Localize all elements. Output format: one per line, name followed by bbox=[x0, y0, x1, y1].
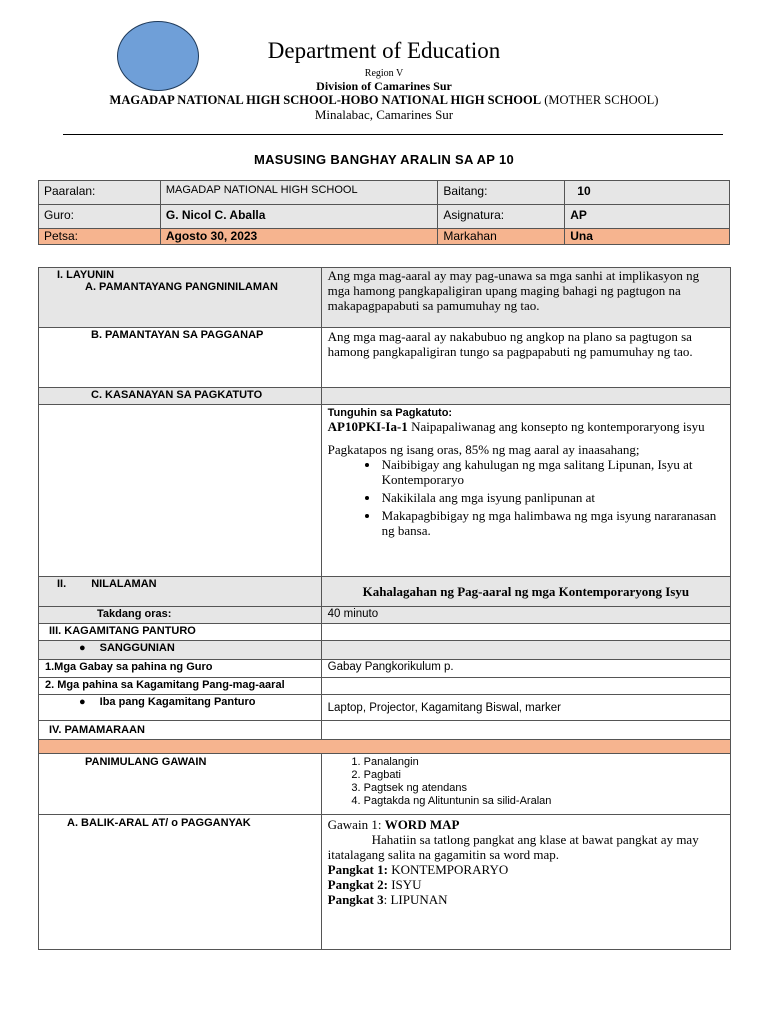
panimula-label: PANIMULANG GAWAIN bbox=[39, 754, 322, 815]
panimula-list bbox=[328, 756, 724, 808]
iba-value: Laptop, Projector, Kagamitang Biswal, marker bbox=[321, 695, 730, 721]
bullet-icon: ● bbox=[79, 642, 86, 654]
kasanayan-cell bbox=[39, 388, 322, 405]
kasanayan-left-empty bbox=[39, 405, 322, 577]
nilalaman-label: NILALAMAN bbox=[91, 578, 157, 590]
kasanayan-content bbox=[321, 405, 730, 577]
panimula-item: 3. Pagtsek ng atendans bbox=[364, 782, 724, 795]
panimula-content bbox=[321, 754, 730, 815]
kasanayan-empty bbox=[321, 388, 730, 405]
guro-value: G. Nicol C. Aballa bbox=[160, 205, 438, 229]
competency-text: Naipapaliwanag ang konsepto ng kontemporaryong isyu bbox=[407, 419, 705, 434]
pangkat-1-value: KONTEMPORARYO bbox=[387, 862, 509, 877]
lesson-plan-table bbox=[38, 267, 731, 950]
pangkat-1-label: Pangkat 1: bbox=[327, 862, 388, 877]
competency-line bbox=[328, 419, 724, 434]
petsa-label: Petsa: bbox=[39, 229, 161, 245]
asignatura-value: AP bbox=[565, 205, 730, 229]
division-label: Division of Camarines Sur bbox=[316, 79, 452, 93]
pamantayang-text: Ang mga mag-aaral ay may pag-unawa sa mga sanhi at implikasyon ng mga hamong pangkapaligiran upang maging bahagi ng pagtugon na makapagpapabuti sa pamumuhay ng tao. bbox=[321, 268, 730, 328]
baitang-value: 10 bbox=[565, 181, 730, 205]
school-name-suffix: (MOTHER SCHOOL) bbox=[541, 93, 659, 107]
sanggunian-label: SANGGUNIAN bbox=[99, 642, 175, 654]
objectives-list bbox=[328, 457, 724, 538]
sanggunian-empty bbox=[321, 641, 730, 660]
objective-item: • Naibibigay ang kahulugan ng mga salitang Lipunan, Isyu at Kontemporaryo bbox=[380, 457, 724, 487]
competency-code: AP10PKI-Ia-1 bbox=[327, 419, 408, 434]
department-title: Department of Education bbox=[267, 38, 501, 63]
gawain-title: WORD MAP bbox=[384, 817, 460, 832]
iba-cell bbox=[39, 695, 322, 721]
nilalaman-topic: Kahalagahan ng Pag-aaral ng mga Kontemporaryong Isyu bbox=[321, 577, 730, 607]
pangkat-3-value: : LIPUNAN bbox=[383, 892, 448, 907]
gawain-line bbox=[328, 817, 724, 832]
gabay-label: 1.Mga Gabay sa pahina ng Guro bbox=[39, 660, 322, 678]
pagkatapos-text: Pagkatapos ng isang oras, 85% ng mag aaral ay inaasahang; bbox=[327, 442, 640, 457]
asignatura-label: Asignatura: bbox=[438, 205, 565, 229]
balik-aral-label: A. BALIK-ARAL AT/ o PAGGANYAK bbox=[39, 815, 322, 950]
iba-label: Iba pang Kagamitang Panturo bbox=[99, 696, 256, 708]
pamamaraan-empty bbox=[321, 721, 730, 740]
layunin-heading: I. LAYUNIN bbox=[57, 269, 115, 281]
kagamitan-empty bbox=[321, 624, 730, 641]
pangkat-3-label: Pangkat 3 bbox=[327, 892, 384, 907]
kasanayan-label: C. KASANAYAN SA PAGKATUTO bbox=[91, 389, 263, 401]
panimula-item: 1. Panalangin bbox=[364, 756, 724, 769]
balik-aral-content bbox=[321, 815, 730, 950]
document-title: MASUSING BANGHAY ARALIN SA AP 10 bbox=[253, 152, 514, 167]
gawain-instructions: Hahatiin sa tatlong pangkat ang klase at bawat pangkat ay may itatalagang salita na gagamitin sa word map. bbox=[327, 832, 699, 862]
pagganap-text: Ang mga mag-aaral ay nakabubuo ng angkop na plano sa pagtugon sa hamong pangkapaligiran tungo sa pagpapabuti ng pamumuhay ng tao. bbox=[321, 328, 730, 388]
orange-divider-row bbox=[39, 740, 731, 754]
markahan-label: Markahan bbox=[438, 229, 565, 245]
gawain-number: Gawain 1: bbox=[327, 817, 382, 832]
header-divider bbox=[63, 134, 723, 135]
pamamaraan-label: IV. PAMAMARAAN bbox=[39, 721, 322, 740]
sanggunian-cell bbox=[39, 641, 322, 660]
layunin-cell bbox=[39, 268, 322, 328]
markahan-value: Una bbox=[565, 229, 730, 245]
nilalaman-cell bbox=[39, 577, 322, 607]
paaralan-label: Paaralan: bbox=[39, 181, 161, 205]
region-label: Region V bbox=[364, 68, 404, 79]
pangkat-2 bbox=[328, 877, 724, 892]
paaralan-value: MAGADAP NATIONAL HIGH SCHOOL bbox=[160, 181, 438, 205]
pangkat-2-value: ISYU bbox=[387, 877, 422, 892]
pangkat-2-label: Pangkat 2: bbox=[327, 877, 388, 892]
baitang-label: Baitang: bbox=[438, 181, 565, 205]
municipality-label: Minalabac, Camarines Sur bbox=[314, 107, 454, 122]
pahina-empty bbox=[321, 678, 730, 695]
pagganap-label: B. PAMANTAYAN SA PAGGANAP bbox=[91, 329, 264, 341]
info-table bbox=[38, 180, 730, 245]
objective-item: • Makapagbibigay ng mga halimbawa ng mga isyung nararanasan ng bansa. bbox=[380, 508, 724, 538]
pangkat-3 bbox=[328, 892, 724, 907]
pangkat-1 bbox=[328, 862, 724, 877]
nilalaman-number: II. bbox=[57, 578, 67, 590]
panimula-item: 4. Pagtakda ng Alituntunin sa silid-Aralan bbox=[364, 795, 724, 808]
takdang-value: 40 minuto bbox=[321, 607, 730, 624]
takdang-label: Takdang oras: bbox=[39, 607, 322, 624]
petsa-value: Agosto 30, 2023 bbox=[160, 229, 438, 245]
guro-label: Guro: bbox=[39, 205, 161, 229]
school-name bbox=[0, 93, 768, 108]
panimula-item: 2. Pagbati bbox=[364, 769, 724, 782]
objective-item: • Nakikilala ang mga isyung panlipunan at bbox=[380, 490, 724, 505]
tunguhin-label: Tunguhin sa Pagkatuto: bbox=[327, 407, 453, 419]
kagamitan-label: III. KAGAMITANG PANTURO bbox=[39, 624, 322, 641]
pamantayang-label: A. PAMANTAYANG PANGNINILAMAN bbox=[85, 281, 278, 293]
school-name-bold: MAGADAP NATIONAL HIGH SCHOOL-HOBO NATIONAL HIGH SCHOOL bbox=[109, 93, 542, 107]
pahina-label: 2. Mga pahina sa Kagamitang Pang-mag-aaral bbox=[39, 678, 322, 695]
pagganap-cell bbox=[39, 328, 322, 388]
bullet-icon: ● bbox=[79, 696, 86, 708]
gabay-value: Gabay Pangkorikulum p. bbox=[321, 660, 730, 678]
